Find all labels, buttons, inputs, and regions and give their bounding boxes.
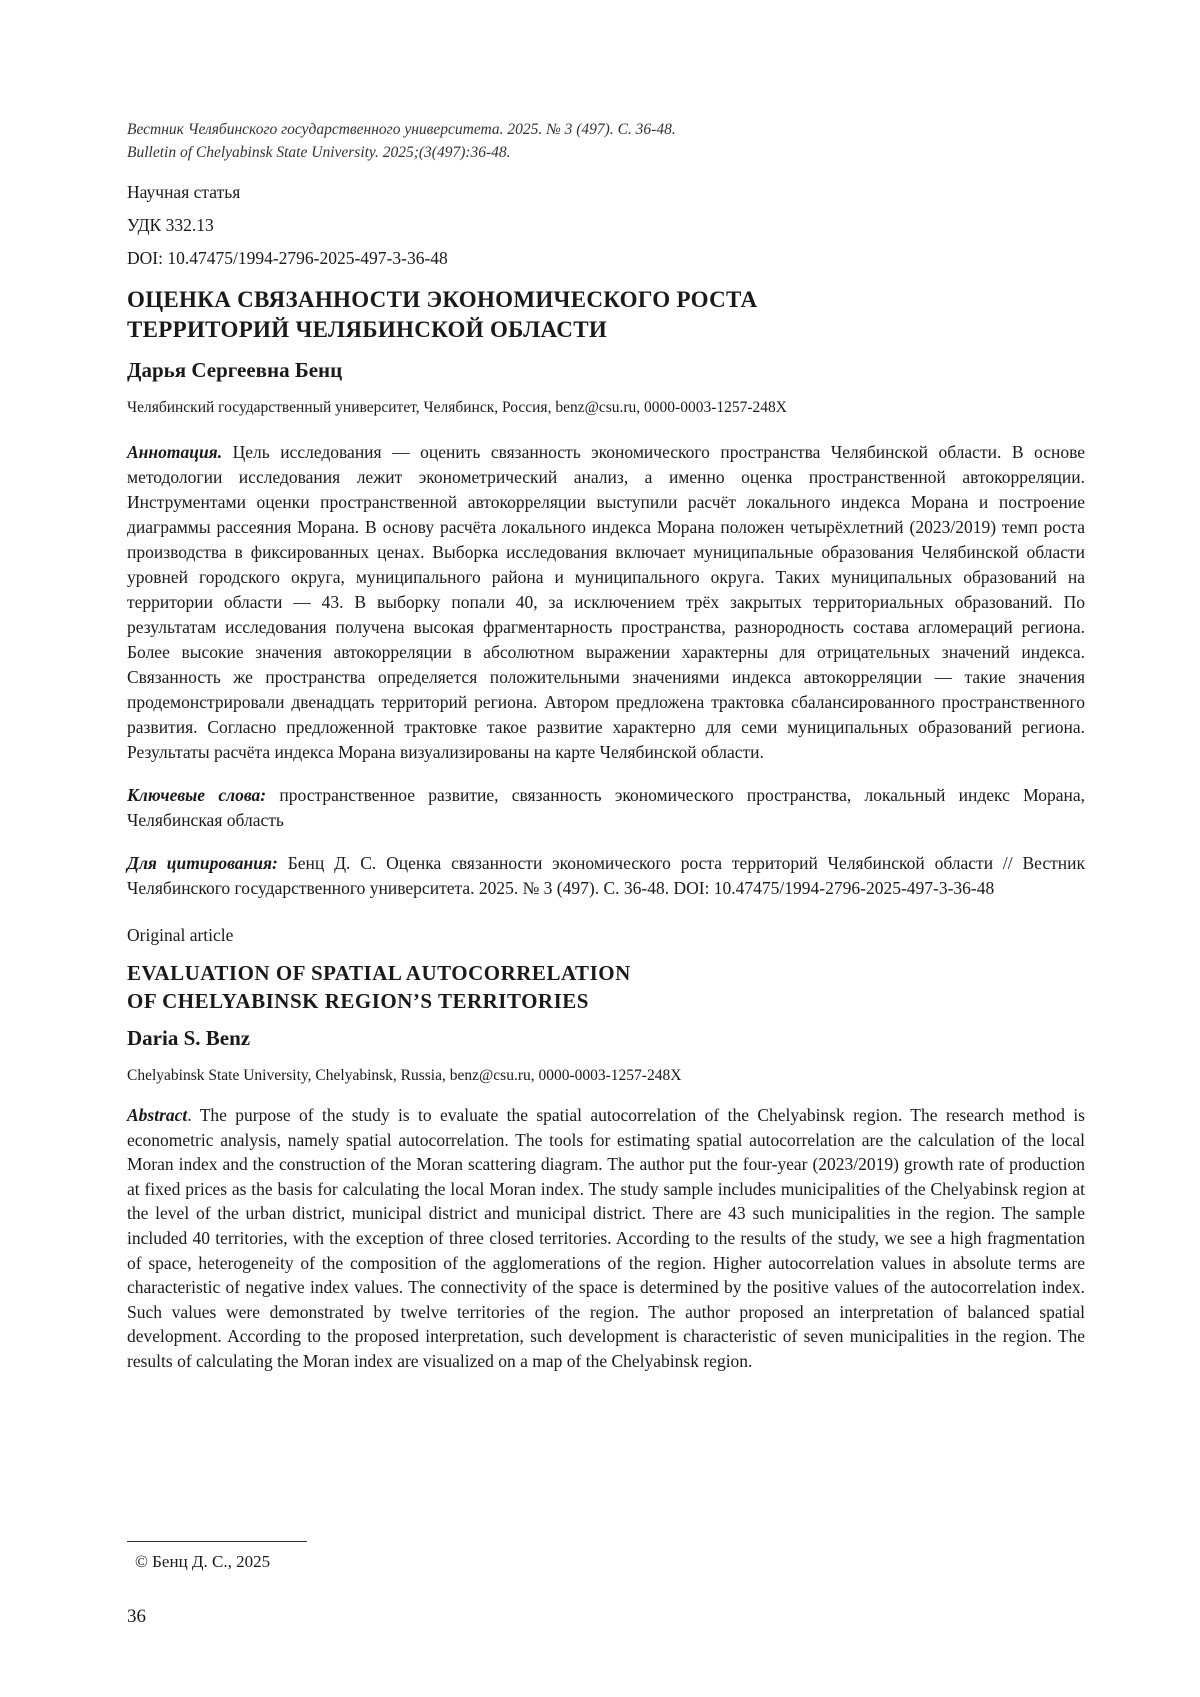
footnote-divider bbox=[127, 1541, 307, 1542]
journal-header-en: Bulletin of Chelyabinsk State University. 2025;(3(497):36-48. bbox=[127, 144, 511, 161]
keywords-ru-text: пространственное развитие, связанность экономического пространства, локальный индекс Морана, Челябинская область bbox=[127, 785, 1086, 830]
citation-ru bbox=[127, 851, 1085, 901]
page-body bbox=[127, 118, 1085, 1374]
page-number: 36 bbox=[127, 1606, 146, 1627]
title-ru-line-2: ТЕРРИТОРИЙ ЧЕЛЯБИНСКОЙ ОБЛАСТИ bbox=[127, 317, 608, 342]
citation-ru-label: Для цитирования: bbox=[127, 853, 278, 873]
abstract-en-label: Abstract bbox=[127, 1105, 188, 1125]
title-en-line-2: OF CHELYABINSK REGION’S TERRITORIES bbox=[127, 989, 589, 1013]
author-en: Daria S. Benz bbox=[127, 1026, 251, 1050]
abstract-en-text: . The purpose of the study is to evaluate the spatial autocorrelation of the Chelyabinsk region. The research method is econometric analysis, namely spatial autocorrelation. The tools for estimating spatial autocorrelation are the calculation of the local Moran index and the construction of the Moran scattering diagram. The author put the four-year (2023/2019) growth rate of production at fixed prices as the basis for calculating the local Moran index. The study sample includes municipalities of the Chelyabinsk region at the level of the urban district, municipal district and municipal district. There are 43 such municipalities in the region. The sample included 40 territories, with the exception of three closed territories. According to the results of the study, we see a high fragmentation of space, heterogeneity of the composition of the agglomerations of the region. Higher autocorrelation values in absolute terms are characteristic of negative index values. The connectivity of the space is determined by the positive values of the autocorrelation index. Such values were demonstrated by twelve territories of the region. The author proposed an interpretation of balanced spatial development. According to the proposed interpretation, such development is characteristic of seven municipalities in the region. The results of calculating the Moran index are visualized on a map of the Chelyabinsk region. bbox=[127, 1105, 1085, 1371]
article-type-ru: Научная статья bbox=[127, 182, 241, 202]
article-title-ru bbox=[127, 285, 1085, 345]
keywords-ru-label: Ключевые слова: bbox=[127, 785, 267, 805]
abstract-ru bbox=[127, 440, 1085, 765]
doi[interactable]: DOI: 10.47475/1994-2796-2025-497-3-36-48 bbox=[127, 248, 448, 268]
citation-ru-text: Бенц Д. С. Оценка связанности экономического роста территорий Челябинской области // Вестник Челябинского государственного университета. 2025. № 3 (497). С. 36-48. DOI: 10.47475/1994-2796-2025-497-3-36-48 bbox=[127, 853, 1085, 898]
author-ru: Дарья Сергеевна Бенц bbox=[127, 358, 343, 382]
abstract-en bbox=[127, 1103, 1085, 1374]
udc-code: УДК 332.13 bbox=[127, 215, 214, 235]
keywords-ru bbox=[127, 783, 1085, 833]
affiliation-ru: Челябинский государственный университет, Челябинск, Россия, benz@csu.ru, 0000-0003-1257-248X bbox=[127, 399, 787, 416]
article-type-en: Original article bbox=[127, 925, 234, 945]
abstract-ru-text: Цель исследования — оценить связанность экономического пространства Челябинской области. В основе методологии исследования лежит эконометрический анализ, а именно оценка пространственной автокорреляции. Инструментами оценки пространственной автокорреляции выступили расчёт локального индекса Морана и построение диаграммы рассеяния Морана. В основу расчёта локального индекса Морана положен четырёхлетний (2023/2019) темп роста производства в фиксированных ценах. Выборка исследования включает муниципальные образования Челябинской области уровней городского округа, муниципального района и муниципального округа. Таких муниципальных образований на территории области — 43. В выборку попали 40, за исключением трёх закрытых территориальных образований. По результатам исследования получена высокая фрагментарность пространства, разнородность состава агломераций региона. Более высокие значения автокорреляции в абсолютном выражении характерны для отрицательных значений индекса. Связанность же пространства определяется положительными значениями индекса автокорреляции — такие значения продемонстрировали двенадцать территорий региона. Автором предложена трактовка сбалансированного пространственного развития. Согласно предложенной трактовке такое развитие характерно для семи муниципальных образований региона. Результаты расчёта индекса Морана визуализированы на карте Челябинской области. bbox=[127, 442, 1085, 762]
title-ru-line-1: ОЦЕНКА СВЯЗАННОСТИ ЭКОНОМИЧЕСКОГО РОСТА bbox=[127, 287, 758, 312]
title-en-line-1: EVALUATION OF SPATIAL AUTOCORRELATION bbox=[127, 961, 631, 985]
journal-header-ru: Вестник Челябинского государственного университета. 2025. № 3 (497). С. 36-48. bbox=[127, 121, 676, 138]
article-title-en bbox=[127, 959, 1085, 1015]
affiliation-en: Chelyabinsk State University, Chelyabinsk, Russia, benz@csu.ru, 0000-0003-1257-248X bbox=[127, 1067, 682, 1084]
copyright-note: © Бенц Д. С., 2025 bbox=[135, 1552, 271, 1571]
abstract-ru-label: Аннотация. bbox=[127, 442, 223, 462]
